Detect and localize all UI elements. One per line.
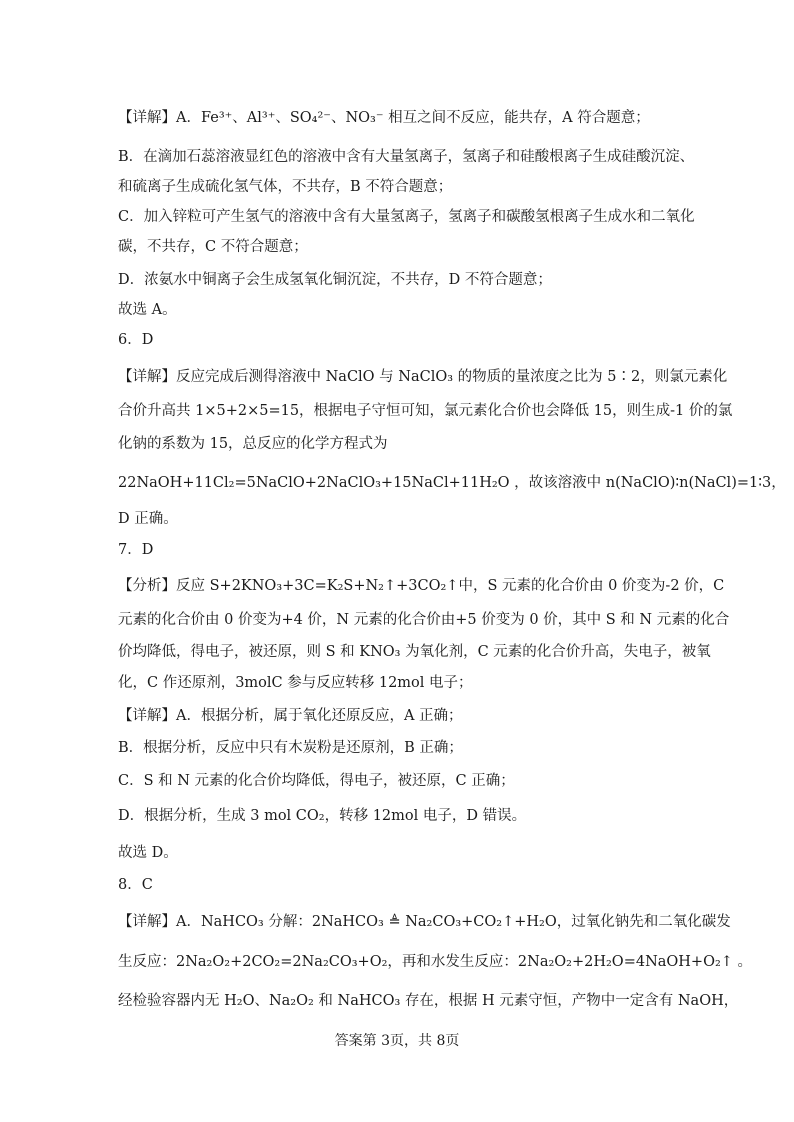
text-line: 化，C 作还原剂，3molC 参与反应转移 12mol 电子； <box>118 675 473 691</box>
text-line: B．在滴加石蕊溶液显红色的溶液中含有大量氢离子，氢离子和硅酸根离子生成硅酸沉淀、 <box>118 149 695 165</box>
question-answer: 6．D <box>118 332 154 348</box>
text-line: 经检验容器内无 H₂O、Na₂O₂ 和 NaHCO₃ 存在，根据 H 元素守恒，产物中一定含有 NaOH， <box>118 993 739 1009</box>
text-line: 故选 D。 <box>118 845 178 861</box>
text-line: 【详解】A．Fe³⁺、Al³⁺、SO₄²⁻、NO₃⁻ 相互之间不反应，能共存，A 符合题意； <box>118 110 650 126</box>
text-line: 化钠的系数为 15，总反应的化学方程式为 <box>118 436 388 452</box>
text-line: 【详解】反应完成后测得溶液中 NaClO 与 NaClO₃ 的物质的量浓度之比为 5∶2，则氯元素化 <box>118 369 728 385</box>
question-answer: 7．D <box>118 542 154 558</box>
text-line: 碳，不共存，C 不符合题意； <box>118 239 308 255</box>
text-line: D．浓氨水中铜离子会生成氢氧化铜沉淀，不共存，D 不符合题意； <box>118 272 552 288</box>
page-footer: 答案第 3页，共 8页 <box>334 1033 460 1049</box>
text-line: C．加入锌粒可产生氢气的溶液中含有大量氢离子，氢离子和碳酸氢根离子生成水和二氧化 <box>118 209 695 225</box>
text-line: 故选 A。 <box>118 302 177 318</box>
text-line: 和硫离子生成硫化氢气体，不共存，B 不符合题意； <box>118 179 453 195</box>
text-line: 元素的化合价由 0 价变为+4 价，N 元素的化合价由+5 价变为 0 价，其中 S 和 N 元素的化合 <box>118 612 730 628</box>
text-line: B．根据分析，反应中只有木炭粉是还原剂，B 正确； <box>118 740 463 756</box>
text-line: 价均降低，得电子，被还原，则 S 和 KNO₃ 为氧化剂，C 元素的化合价升高，失电子，被氧 <box>118 644 711 660</box>
text-line: 【详解】A．根据分析，属于氧化还原反应，A 正确； <box>118 708 463 724</box>
text-line: D．根据分析，生成 3 mol CO₂，转移 12mol 电子，D 错误。 <box>118 808 527 824</box>
text-line: 22NaOH+11Cl₂=5NaClO+2NaClO₃+15NaCl+11H₂O ，故该溶液中 n(NaClO)∶n(NaCl)=1∶3， <box>118 475 786 491</box>
text-line: D 正确。 <box>118 511 178 527</box>
text-line: 合价升高共 1×5+2×5=15，根据电子守恒可知，氯元素化合价也会降低 15，则生成-1 价的氯 <box>118 403 733 419</box>
question-answer: 8．C <box>118 877 153 893</box>
text-line: 生反应：2Na₂O₂+2CO₂=2Na₂CO₃+O₂，再和水发生反应：2Na₂O₂+2H₂O=4NaOH+O₂↑ 。 <box>118 954 753 970</box>
text-line: 【分析】反应 S+2KNO₃+3C=K₂S+N₂↑+3CO₂↑中，S 元素的化合价由 0 价变为-2 价，C <box>118 578 725 594</box>
text-line: C．S 和 N 元素的化合价均降低，得电子，被还原，C 正确； <box>118 773 515 789</box>
text-line: 【详解】A．NaHCO₃ 分解：2NaHCO₃ ≜ Na₂CO₃+CO₂↑+H₂O，过氧化钠先和二氧化碳发 <box>118 914 731 930</box>
